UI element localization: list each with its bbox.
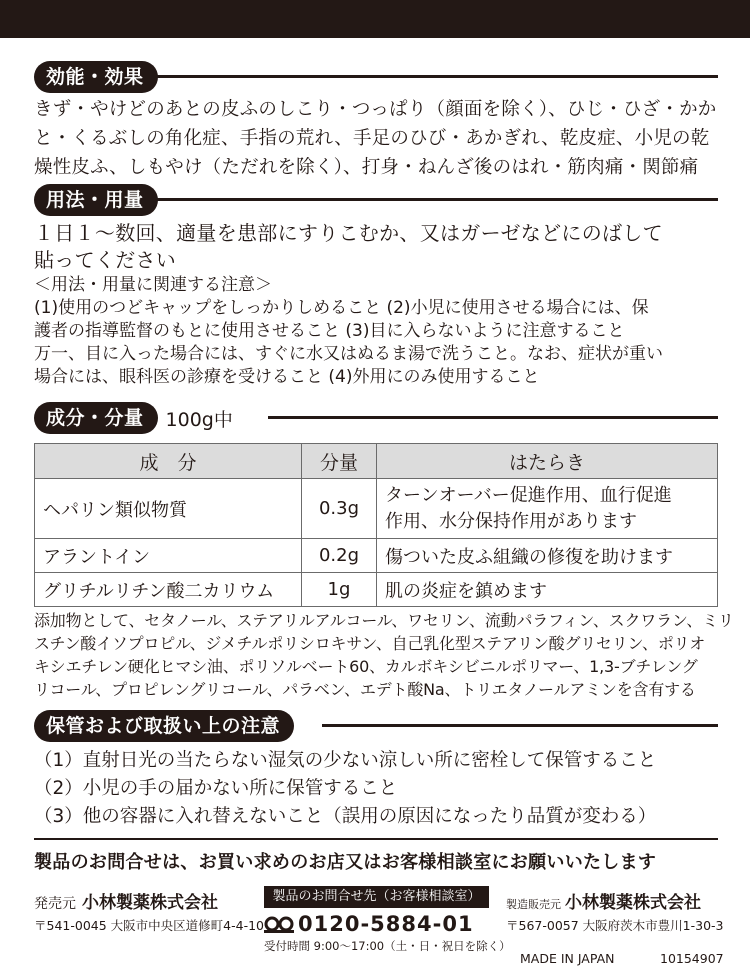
storage-header	[34, 709, 294, 743]
manufacturer-address: 〒567-0057 大阪府茨木市豊川1-30-3	[506, 918, 724, 933]
ingredient-action	[377, 479, 718, 539]
ingredient-action: 肌の炎症を鎮めます	[377, 573, 718, 607]
ingredient-name: ヘパリン類似物質	[35, 479, 302, 539]
header-ingredient: 成 分	[35, 444, 302, 479]
usage-note-line: 護者の指導監督のもとに使用させること (3)目に入らないように注意すること	[34, 321, 625, 341]
storage-rule	[322, 724, 718, 727]
ingredient-name: アラントイン	[35, 539, 302, 573]
ingredient-name: グリチルリチン酸二カリウム	[35, 573, 302, 607]
storage-line: （2）小児の手の届かない所に保管すること	[34, 778, 398, 799]
storage-title: 保管および取扱い上の注意	[34, 710, 294, 742]
manufacturer-label: 製造販売元	[506, 898, 561, 911]
efficacy-rule	[150, 75, 718, 78]
efficacy-title: 効能・効果	[34, 61, 158, 93]
usage-note-line: 万一、目に入った場合には、すぐに水又はぬるま湯で洗うこと。なお、症状が重い	[34, 344, 663, 364]
ingredients-title: 成分・分量	[34, 402, 158, 434]
table-row	[35, 479, 718, 539]
usage-header	[34, 183, 158, 217]
usage-text	[34, 220, 663, 274]
seller-label: 発売元	[34, 896, 76, 912]
ingredient-amount: 0.2g	[302, 539, 377, 573]
inquiry-text: 製品のお問合せは、お買い求めのお店又はお客様相談室にお願いいたします	[34, 852, 657, 873]
made-in-text: MADE IN JAPAN	[520, 951, 615, 966]
additives-line: キシエチレン硬化ヒマシ油、ポリソルベート60、カルボキシビニルポリマー、1,3-ブチレング	[34, 657, 698, 676]
manufacturer-block	[506, 888, 701, 913]
product-code: 10154907	[660, 951, 724, 966]
usage-line: 貼ってください	[34, 248, 177, 272]
ingredient-amount: 1g	[302, 573, 377, 607]
additives-line: スチン酸イソプロピル、ジメチルポリシロキサン、自己乳化型ステアリン酸グリセリン、ポリオ	[34, 634, 706, 653]
manufacturer-name: 小林製薬株式会社	[565, 893, 701, 913]
usage-line: １日１～数回、適量を患部にすりこむか、又はガーゼなどにのばして	[34, 221, 663, 245]
usage-title: 用法・用量	[34, 184, 158, 216]
contact-phone-row	[264, 912, 474, 936]
additives-line: リコール、プロピレングリコール、パラベン、エデト酸Na、トリエタノールアミンを含有する	[34, 680, 696, 699]
seller-name: 小林製薬株式会社	[82, 893, 218, 913]
contact-phone: 0120-5884-01	[298, 912, 474, 936]
ingredients-per: 100g中	[165, 408, 233, 431]
efficacy-line: と・くるぶしの角化症、手指の荒れ、手足のひび・あかぎれ、乾皮症、小児の乾	[34, 128, 710, 149]
seller-block	[34, 888, 218, 913]
header-action: はたらき	[377, 444, 718, 479]
table-row	[35, 539, 718, 573]
ingredient-action-line: ターンオーバー促進作用、血行促進	[385, 484, 672, 506]
seller-address: 〒541-0045 大阪市中央区道修町4-4-10	[34, 918, 264, 933]
usage-rule	[150, 198, 718, 201]
ingredients-table	[34, 443, 718, 607]
efficacy-header	[34, 60, 158, 94]
usage-note-line: (1)使用のつどキャップをしっかりしめること (2)小児に使用させる場合には、保	[34, 298, 649, 318]
efficacy-text	[34, 95, 716, 182]
ingredients-rule	[268, 416, 718, 419]
storage-line: （1）直射日光の当たらない湿気の少ない涼しい所に密栓して保管すること	[34, 750, 657, 771]
ingredient-action: 傷ついた皮ふ組織の修復を助けます	[377, 539, 718, 573]
table-header-row	[35, 444, 718, 479]
contact-label: 製品のお問合せ先（お客様相談室）	[264, 886, 489, 908]
toll-free-icon	[264, 915, 294, 933]
usage-notes	[34, 274, 663, 389]
storage-line: （3）他の容器に入れ替えないこと（誤用の原因になったり品質が変わる）	[34, 806, 657, 827]
ingredient-action-line: 作用、水分保持作用があります	[385, 510, 637, 532]
additives-line: 添加物として、セタノール、ステアリルアルコール、ワセリン、流動パラフィン、スクワラン、ミリ	[34, 611, 734, 630]
contact-hours: 受付時間 9:00～17:00（土・日・祝日を除く）	[264, 939, 511, 953]
efficacy-line: 燥性皮ふ、しもやけ（ただれを除く）、打身・ねんざ後のはれ・筋肉痛・関節痛	[34, 157, 699, 178]
ingredient-amount: 0.3g	[302, 479, 377, 539]
usage-note-line: ＜用法・用量に関連する注意＞	[34, 275, 272, 295]
storage-text	[34, 747, 656, 831]
header-amount: 分量	[302, 444, 377, 479]
efficacy-line: きず・やけどのあとの皮ふのしこり・つっぱり（顔面を除く）、ひじ・ひざ・かか	[34, 99, 717, 120]
top-dark-band	[0, 0, 750, 38]
table-row	[35, 573, 718, 607]
ingredients-header	[34, 401, 233, 435]
usage-note-line: 場合には、眼科医の診療を受けること (4)外用にのみ使用すること	[34, 367, 540, 387]
divider	[34, 838, 718, 840]
additives-text	[34, 609, 734, 701]
